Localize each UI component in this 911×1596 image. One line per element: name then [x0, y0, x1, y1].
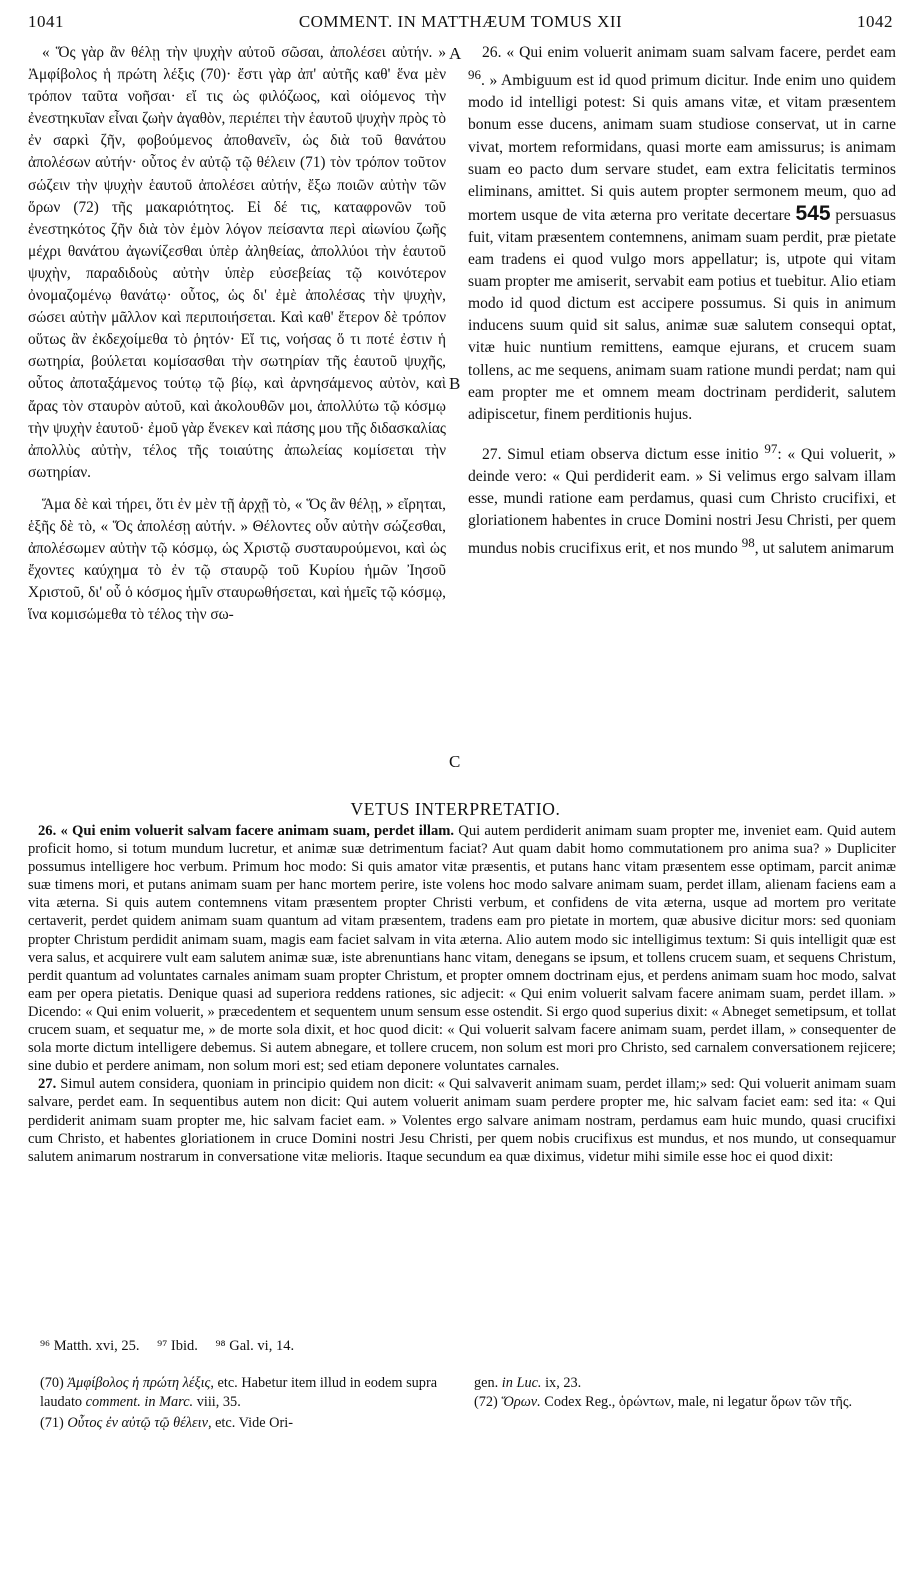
margin-letter-a: A — [449, 44, 462, 63]
vetus-paragraph-26 — [28, 822, 896, 1075]
vetus-paragraph-27 — [28, 1075, 896, 1165]
page-marker: 545 — [795, 201, 831, 225]
section-title: VETUS INTERPRETATIO. — [350, 799, 561, 819]
note-72-text: Codex Reg., ὁρώντων, male, ni legatur ὅρων τῶν τῆς. — [540, 1394, 853, 1410]
latin-27-middle: : « Qui voluerit, » deinde vero: « Qui perdiderit eam. » Si velimus ergo salvam illam esse, mundi ratione eam perdamus, quasi cum Christo crucifixi, et gloriationem habentes in cruce Domini nostri Jesu Christi, per quem mundus nobis crucifixus erit, et nos mundo — [468, 445, 897, 558]
latin-26-middle: . » Ambiguum est id quod primum dicitur. Inde enim uno quidem modo id intelligi potest: Si quis amans vitæ, et vitam præsentem bonum esse ducens, animam suam studiose conservat, ut in carne vivat, mortem reformidans, quasi morte eam amissurus; is animam suam eo pacto dum servare studet, eam extra felicitatis terminos eliminans, amittet. Si quis autem propter sermonem meum, quo ad mortem usque de vita æterna pro veritate decertare — [468, 72, 896, 224]
vetus-26-text: Qui autem perdiderit animam suam propter me, inveniet eam. Quid autem proficit homo, si totum mundum lucretur, et animæ suæ detrimentum faciat? Aut quam dabit homo commutationem pro anima sua? » Dupliciter possumus intelligere hoc verbum. Primum hoc modo: Si quis amator vitæ præsentis, et putans hanc vitam præsentem esse optimam, parcit animæ suæ timens mori, et putans animam suam per hanc mortem perire, iste volens hoc modo salvare animam suam, perdet illam, alienam faciens eam a vita æterna. Si quis autem contemnens vitam præsentem propter Christi verbum, et confidens de vita æterna, usque ad mortem pro veritate certaverit, perdet quidem animam suam quantum ad vitam præsentem, tradens eam pro pietate in mortem, quæ abusive dicitur mors: sed quoniam propter Christum perdidit animam suam, magis eam faciet salvam in vita æterna. Alio autem modo sic intelligimus textum: Si quis intelligit quæ est vera salus, et acquirere vult eam salutem animæ suæ, iste abrenuntians hanc vitam, denegans se ipsum, et tollens crucem suam, et sequens Christum, perdit quantum ad voluntates carnales animam suam propter Christum, et propter omnem doctrinam ejus, et perdens animam suam hoc modo, salvat eam per opera pietatis. Denique quasi ad superiora reddens rationes, sic adjecit: « Qui enim voluerit salvam facere animam suam, perdet illam. » Dicendo: « Qui enim voluerit, » præcedentem et sequentem unum sensum esse ostendit. Si ergo quod superius dixit: « Abneget semetipsum, et tollat crucem suam, et sequatur me, » de morte sola dixit, et hoc quod dicit: « Qui voluerit salvam facere animam suam, perdet illam, » consequenter de sola morte dictum intelligere debemus. Si autem abnegare, et tollere crucem, non solum est mori pro Christo, sed carnalem conversationem rejicere; sine dubio et perdere animam, non solum mori est; sed etiam deponere voluntates carnales. — [28, 823, 897, 1075]
latin-paragraph-27 — [468, 438, 896, 561]
page-number-right: 1042 — [857, 12, 893, 31]
footnote-97: ⁹⁷ Ibid. — [157, 1338, 198, 1354]
vetus-26-number: 26. — [38, 823, 57, 839]
note-72-greek: Ὅρων. — [501, 1394, 541, 1410]
vetus-26-quote: « Qui enim voluerit salvam facere animam suam, perdet illam. — [60, 823, 455, 839]
page-header — [28, 8, 893, 34]
note-70-italic: comment. in Marc. — [85, 1394, 194, 1410]
footnote-ref-96: 96 — [468, 67, 481, 83]
note-72 — [474, 1393, 894, 1412]
greek-paragraph-1: « Ὅς γὰρ ἂν θέλῃ τὴν ψυχὴν αὐτοῦ σῶσαι, ἀπολέσει αὐτήν. » Ἀμφίβολος ἡ πρώτη λέξις (70)· ἔστι γὰρ ἀπ' αὐτῆς καθ' ἕνα μὲν τρόπον ταῦτα νοῆσαι· εἴ τις ὡς φιλόζωος, καὶ οἰόμενος τὴν ἐνεστηκυῖαν εἶναι ζωὴν ἀγαθὸν, περιέπει τὴν ἑαυτοῦ ψυχὴν πρὸς τὸ ἐν σαρκὶ ζῆν, φοβούμενος ἀποθανεῖν, ὡς διὰ τοῦ θανάτου ἀπολέσων αὐτήν· οὗτος ἐν αὐτῷ τῷ θέλειν (71) τὸν τρόπον τοῦτον σώζειν τὴν ψυχὴν ἑαυτοῦ ἀπολέσει αὐτήν, ἔξω ποιῶν αὐτὴν τῶν ὅρων (72) τῆς μακαριότητος. Εἰ δέ τις, καταφρονῶν τοῦ ἐνεστηκότος ζῆν διὰ τὸν ἐμὸν λόγον πείσαντα περὶ αἰωνίου ζωῆς μέχρι θανάτου ἀγωνίζεσθαι ὑπὲρ ἀληθείας, ἀπολλύοι τὴν ἑαυτοῦ ψυχὴν, παραδιδοὺς αὐτὴν ὑπὲρ εὐσεβείας τῷ κοινότερον ὀνομαζομένῳ θανάτῳ· οὗτος, ὡς δι' ἐμὲ ἀπολέσας τὴν ψυχὴν, σώσει αὐτὴν μᾶλλον καὶ περιποιήσεται. Καὶ καθ' ἕτερον δὲ τρόπον οὕτως ἂν ἐκδεχοίμεθα τὸ ῥητόν· Εἴ τις, νοήσας ὅ τι ποτέ ἐστιν ἡ σωτηρία, βούλεται κομίσασθαι τὴν σωτηρίαν τῆς ἑαυτοῦ ψυχῆς, οὗτος ἀποταξάμενος τούτῳ τῷ βίῳ, καὶ ἀρνησάμενος αὐτὸν, καὶ ἄρας τὸν σταυρὸν αὐτοῦ, καὶ ἀκολουθῶν μοι, ἀπολλύτω τῷ κόσμῳ τὴν ψυχὴν ἑαυτοῦ· ἐμοῦ γὰρ ἕνεκεν καὶ πάσης μου τῆς διδασκαλίας ἀπολλὺς αὐτὴν, τέλος τῆς τοιαύτης ἀπωλείας κομίσεται τὴν σωτηρίαν. — [28, 44, 446, 481]
footnotes-scripture — [40, 1338, 294, 1355]
note-70 — [40, 1374, 440, 1412]
margin-letter-c: C — [449, 752, 461, 771]
page-number-left: 1041 — [28, 12, 64, 31]
latin-26-start: 26. « Qui enim voluerit animam suam salvam facere, perdet eam — [482, 44, 896, 61]
latin-paragraph-26 — [468, 42, 896, 426]
note-71-cont-ref: ix, 23. — [541, 1375, 582, 1391]
note-71-cont-pre: gen. — [474, 1375, 502, 1391]
note-71-text: , etc. Vide Ori- — [207, 1415, 293, 1431]
latin-27-start: 27. Simul etiam observa dictum esse initio — [482, 445, 765, 463]
footnote-98: ⁹⁸ Gal. vi, 14. — [215, 1338, 295, 1354]
note-70-ref: viii, 35. — [193, 1394, 241, 1410]
note-70-text: , etc. Habetur item illud in eodem supra laudato — [40, 1375, 438, 1410]
note-71-label: (71) — [40, 1415, 64, 1431]
footnote-ref-98: 98 — [741, 535, 755, 551]
greek-paragraph-2: Ἅμα δὲ καὶ τήρει, ὅτι ἐν μὲν τῇ ἀρχῇ τὸ, « Ὅς ἂν θέλῃ, » εἴρηται, ἑξῆς δὲ τὸ, « Ὅς ἀπολέσῃ αὐτήν. » Θέλοντες οὖν αὐτὴν σώζεσθαι, ἀπολέσωμεν αὐτὴν τῷ κόσμῳ, ὡς Χριστῷ συσταυρούμενοι, καὶ ὡς ἔχοντες καύχημα τὸ ἐν τῷ σταυρῷ τοῦ Κυρίου ἡμῶν Ἰησοῦ Χριστοῦ, δι' οὗ ὁ κόσμος ἡμῖν σταυρωθήσεται, καὶ ἡμεῖς τῷ κόσμῳ, ἵνα κομισώμεθα τὸ τέλος τὴν σω- — [28, 495, 446, 624]
latin-26-end: persuasus fuit, vitam præsentem contemnens, animam suam perdit, præ pietate eam tradens ei quod vulgo mors appellatur; is, utpote qui vitam suam propter me amiserit, servabit eam potius et tuebitur. Alio etiam modo id quod dictum est accipere possumus. Si quis in animum inducens suum quid sit salus, animæ suæ salutem consequi optat, vitæ huic nuntium remittens, eamque ejurans, et crucem suam tollens, ac me sequens, animam suam ratione mundi perdat; nam qui eam propter me et omnem meam doctrinam perdiderit, salutem adipiscetur, finem perditionis hujus. — [468, 206, 896, 423]
footnote-ref-97: 97 — [764, 440, 778, 456]
greek-column — [28, 42, 446, 626]
vetus-27-number: 27. — [38, 1076, 57, 1093]
editor-notes-right — [474, 1374, 894, 1412]
note-71-continued — [474, 1374, 894, 1393]
vetus-interpretatio — [28, 822, 896, 1166]
note-72-label: (72) — [474, 1394, 498, 1410]
footnote-96: ⁹⁶ Matth. xvi, 25. — [40, 1338, 140, 1354]
running-title: COMMENT. IN MATTHÆUM TOMUS XII — [298, 12, 623, 31]
note-71 — [40, 1414, 440, 1433]
note-70-label: (70) — [40, 1375, 64, 1391]
note-71-cont-italic: in Luc. — [501, 1375, 542, 1391]
vetus-27-text: Simul autem considera, quoniam in principio quidem non dicit: « Qui salvaverit animam suam, perdet illam;» sed: Qui voluerit animam suam salvare, perdet eam. In sequentibus autem non dicit: Qui autem voluerit animam suam perdere propter me, hic salvam faciet eam: sed ita: « Qui perdiderit animam suam propter me, hic salvam faciet eam. » Volentes ergo salvare animam nostram, perdamus eam huic mundo, quasi crucifixi cum Christo, et habentes gloriationem in cruce Domini nostri Jesu Christi, per quem nobis crucifixus est mundus, et nos mundo, ut consequamur salutem animarum nostrarum in conversatione vitæ melioris. Itaque secundum ea quæ diximus, videtur mihi simile esse hoc ei quod dixit: — [28, 1076, 896, 1165]
editor-notes-left — [40, 1374, 440, 1433]
margin-letter-b: B — [449, 374, 461, 393]
latin-27-end: , ut salutem animarum — [754, 540, 895, 558]
latin-column — [468, 42, 896, 561]
note-70-greek: Ἀμφίβολος ἡ πρώτη λέξις — [67, 1375, 211, 1391]
note-71-greek: Οὗτος ἐν αὐτῷ τῷ θέλειν — [67, 1415, 208, 1431]
